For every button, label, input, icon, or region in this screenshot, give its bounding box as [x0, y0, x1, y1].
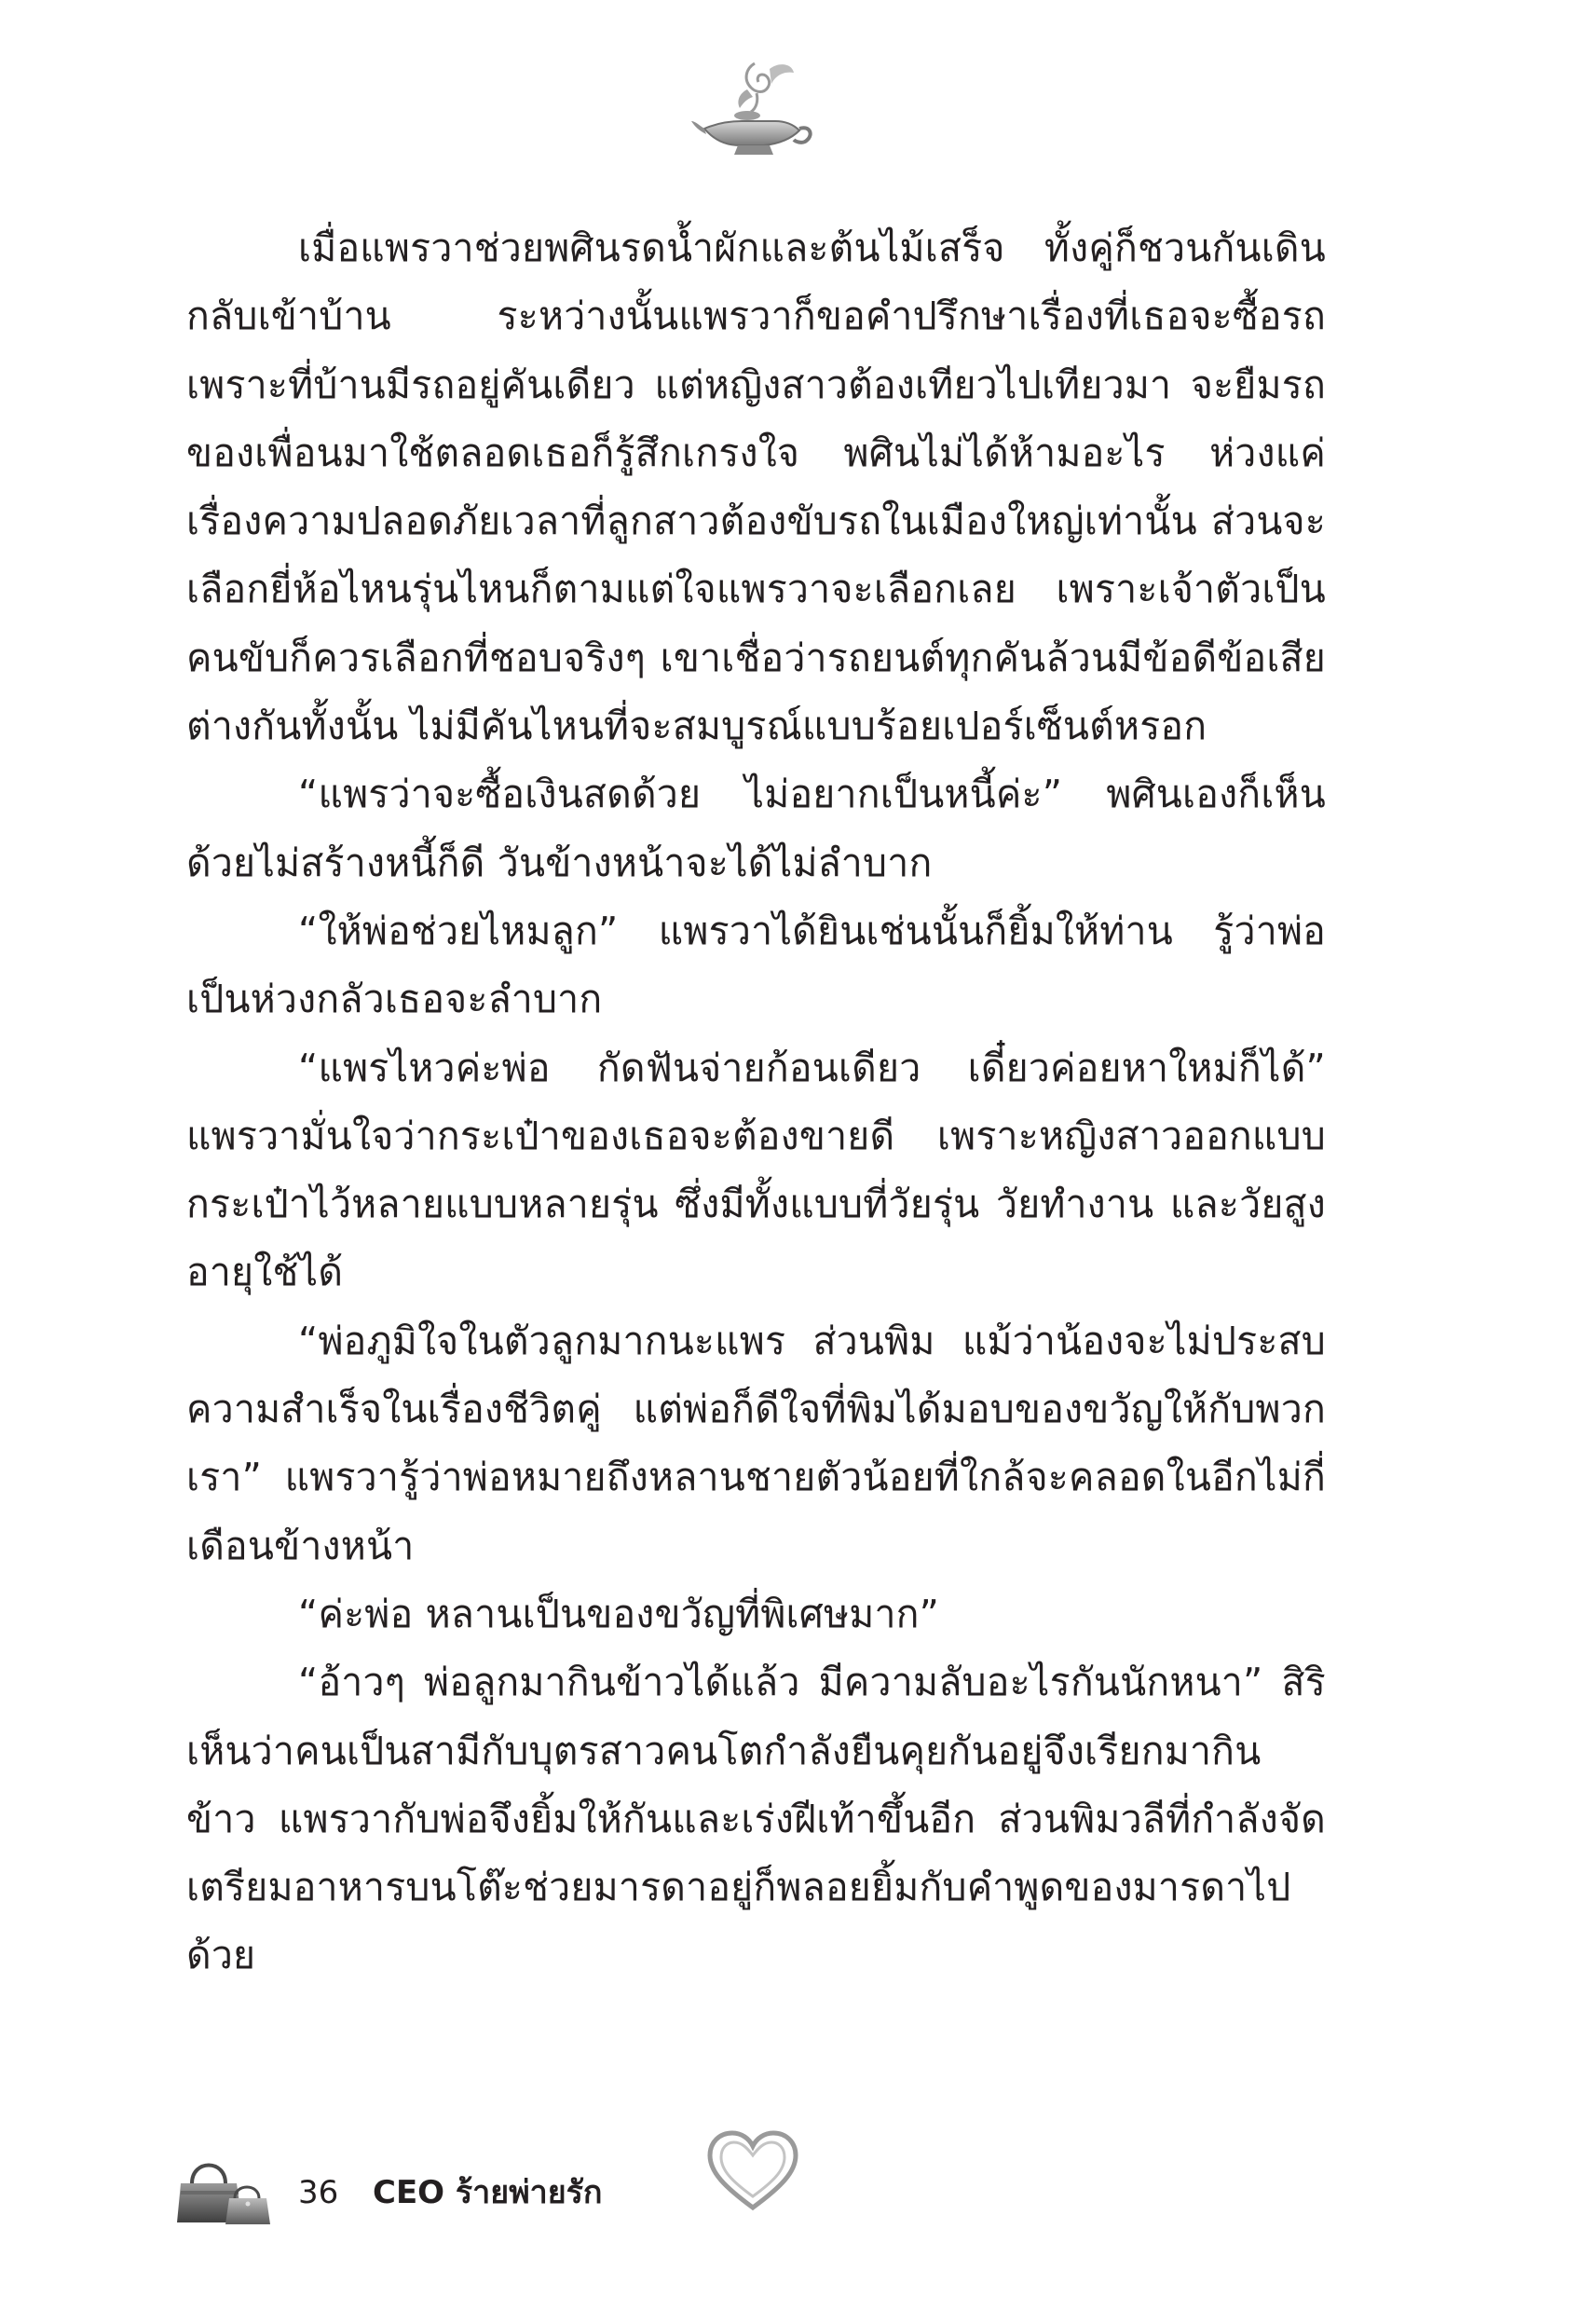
- paragraph: “แพรไหวค่ะพ่อ กัดฟันจ่ายก้อนเดียว เดี๋ยวค่อยหาใหม่ก็ได้” แพรวามั่นใจว่ากระเป๋าของเธอจะต้องขายดี เพราะหญิงสาวออกแบบกระเป๋าไว้หลายแบบหลายรุ่น ซึ่งมีทั้งแบบที่วัยรุ่น วัยทำงาน และวัยสูงอายุใช้ได้: [186, 1045, 1326, 1295]
- page-footer: [177, 2129, 1425, 2232]
- paragraph: “ค่ะพ่อ หลานเป็นของขวัญที่พิเศษมาก”: [298, 1591, 940, 1636]
- handbags-icon: [177, 2146, 270, 2224]
- paragraph: “อ้าวๆ พ่อลูกมากินข้าวได้แล้ว มีความลับอะไรกันนักหนา” สิริเห็นว่าคนเป็นสามีกับบุตรสาวคนโตกำลังยืนคุยกันอยู่จึงเรียกมากินข้าว แพรวากับพ่อจึงยิ้มให้กันและเร่งฝีเท้าขึ้นอีก ส่วนพิมวลีที่กำลังจัดเตรียมอาหารบนโต๊ะช่วยมารดาอยู่ก็พลอยยิ้มกับคำพูดของมารดาไปด้วย: [186, 1660, 1326, 1978]
- paragraph: “แพรว่าจะซื้อเงินสดด้วย ไม่อยากเป็นหนี้ค่ะ” พศินเองก็เห็นด้วยไม่สร้างหนี้ก็ดี วันข้างหน้าจะได้ไม่ลำบาก: [186, 772, 1326, 885]
- genie-lamp-icon: [689, 56, 815, 158]
- paragraph: “ให้พ่อช่วยไหมลูก” แพรวาได้ยินเช่นนั้นก็ยิ้มให้ท่าน รู้ว่าพ่อเป็นห่วงกลัวเธอจะลำบาก: [186, 908, 1326, 1022]
- paragraph: เมื่อแพรวาช่วยพศินรดน้ำผักและต้นไม้เสร็จ ทั้งคู่ก็ชวนกันเดินกลับเข้าบ้าน ระหว่างนั้นแพรวาก็ขอคำปรึกษาเรื่องที่เธอจะซื้อรถเพราะที่บ้านมีรถอยู่คันเดียว แต่หญิงสาวต้องเทียวไปเทียวมา จะยืมรถของเพื่อนมาใช้ตลอดเธอก็รู้สึกเกรงใจ พศินไม่ได้ห้ามอะไร ห่วงแค่เรื่องความปลอดภัยเวลาที่ลูกสาวต้องขับรถในเมืองใหญ่เท่านั้น ส่วนจะเลือกยี่ห้อไหนรุ่นไหนก็ตามแต่ใจแพรวาจะเลือกเลย เพราะเจ้าตัวเป็นคนขับก็ควรเลือกที่ชอบจริงๆ เขาเชื่อว่ารถยนต์ทุกคันล้วนมีข้อดีข้อเสียต่างกันทั้งนั้น ไม่มีคันไหนที่จะสมบูรณ์แบบร้อยเปอร์เซ็นต์หรอก: [186, 226, 1326, 749]
- book-title: CEO ร้ายพ่ายรัก: [373, 2174, 603, 2211]
- heart-icon: [706, 2129, 799, 2213]
- body-text: [186, 214, 1326, 1990]
- page-number: 36: [298, 2174, 339, 2211]
- paragraph: “พ่อภูมิใจในตัวลูกมากนะแพร ส่วนพิม แม้ว่าน้องจะไม่ประสบความสำเร็จในเรื่องชีวิตคู่ แต่พ่อก็ดีใจที่พิมได้มอบของขวัญให้กับพวกเรา” แพรวารู้ว่าพ่อหมายถึงหลานชายตัวน้อยที่ใกล้จะคลอดในอีกไม่กี่เดือนข้างหน้า: [186, 1318, 1326, 1568]
